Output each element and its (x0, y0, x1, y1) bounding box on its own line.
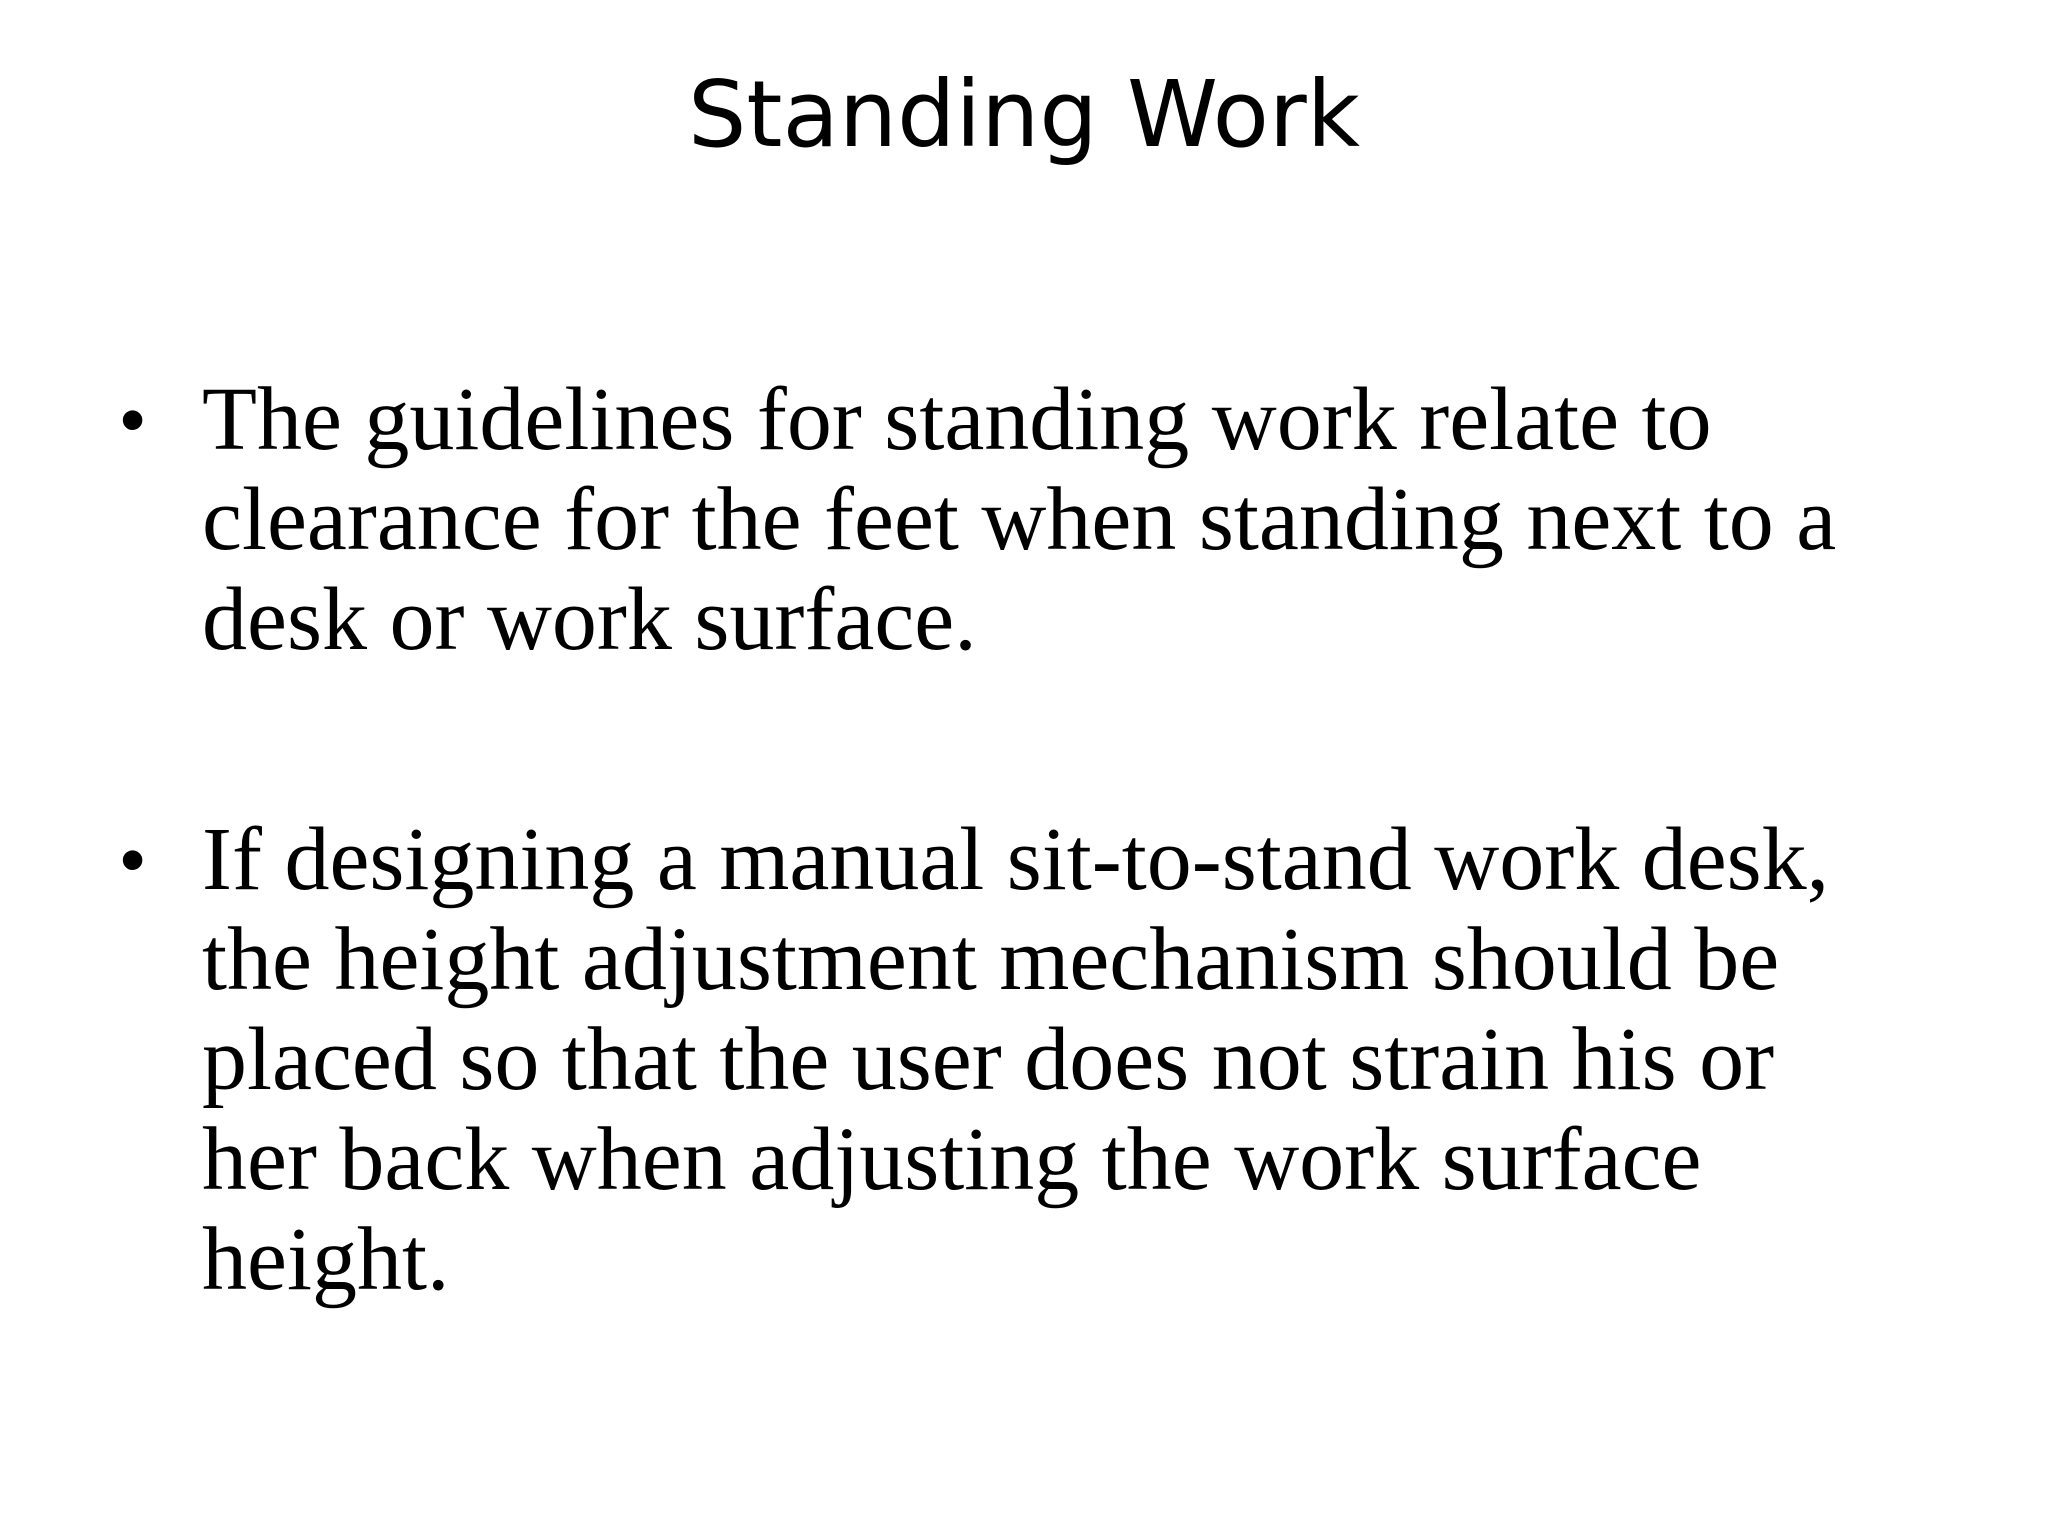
bullet-icon: • (120, 820, 146, 900)
bullet-item (120, 810, 1900, 1310)
slide-title: Standing Work (687, 61, 1361, 168)
bullet-icon: • (120, 380, 146, 460)
bullet-text: The guidelines for standing work relate to clearance for the feet when standing next to a desk or work surface. (202, 370, 1837, 669)
bullet-list (120, 370, 1900, 1310)
bullet-item (120, 370, 1900, 670)
bullet-text: If designing a manual sit-to-stand work desk, the height adjustment mechanism should be placed so that the user does not strain his or her back when adjusting the work surface height. (202, 810, 1830, 1309)
